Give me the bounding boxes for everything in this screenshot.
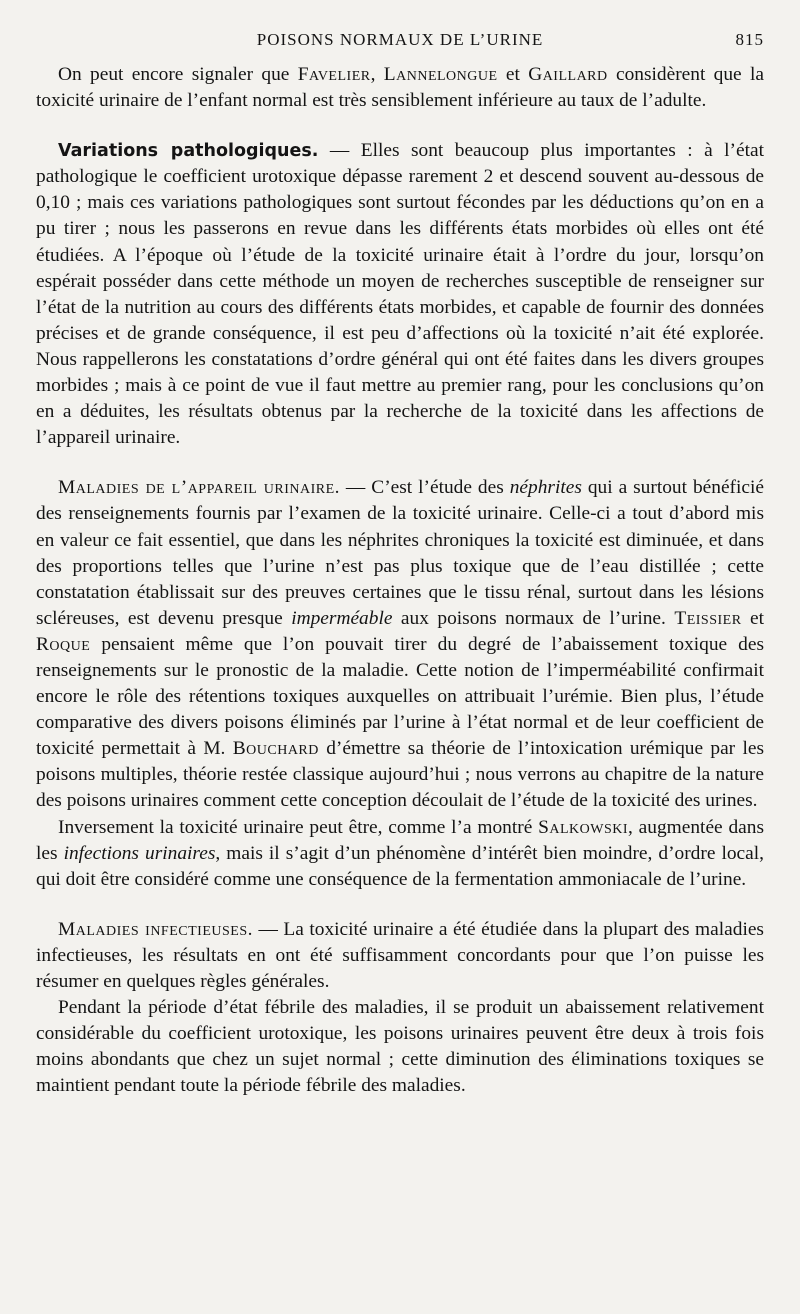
text-run: qui a surtout bénéficié des renseignements fournis par l’examen de la toxicité urinaire. Celle-ci a tout d’abord mis en valeur ce fait essentiel, que dans les néphrites chroniques la toxicité est diminuée, et dans des proportions telles que l’urine n’est pas plus toxique que de l’eau distillée ; cette constatation établissait sur des preuves certaines que le tissu rénal, surtout dans les lésions scléreuses, est devenu presque (36, 477, 764, 629)
text-run: et (741, 607, 765, 629)
text-run: , (370, 64, 384, 85)
author-name: Favelier (297, 64, 371, 85)
paragraph-infectious-diseases (36, 917, 764, 995)
text-run: — Elles sont beaucoup plus importantes : à l’état pathologique le coefficient urotoxique dépasse rarement 2 et descend souvent au-dessous de 0,10 ; mais ces variations pathologiques sont surtout fécondes par les déductions qu’on en a pu tirer ; nous les passerons en revue dans les différents états morbides où elles ont été étudiées. A l’époque où l’étude de la toxicité urinaire était à l’ordre du jour, lorsqu’on espérait posséder dans cette méthode un moyen de recherches susceptible de renseigner sur l’état de la nutrition au cours des différents états morbides, et capable de fournir des données précises et de grande conséquence, il est peu d’affections où la toxicité n’ait été explorée. Nous rappellerons les constatations d’ordre général qui ont été faites dans les divers groupes morbides ; mais à ce point de vue il faut mettre au premier rang, pour les conclusions qu’on en a déduites, les résultats obtenus par la recherche de la toxicité dans les affections de l’appareil urinaire. (36, 140, 765, 449)
paragraph-pathological-variations (36, 138, 764, 451)
section-heading: Maladies de l’appareil urinaire. (58, 477, 340, 499)
italic-term: imperméable (291, 607, 393, 629)
paragraph-children-toxicity (36, 62, 764, 114)
page-number: 815 (735, 30, 764, 49)
text-run: — C’est l’étude des (339, 477, 510, 499)
paragraph-urinary-infections (36, 815, 764, 893)
text-run: d’émettre sa théorie de l’intoxication urémique par les poisons multiples, théorie restée classique aujourd’hui ; nous verrons au chapitre de la nature des poisons urinaires comment cette conception découlait de l’étude de la toxicité des urines. (36, 738, 764, 812)
text-run: , augmentée dans les (36, 816, 764, 864)
text-run: aux poisons normaux de l’urine. (392, 607, 675, 629)
paragraph-febrile-period (36, 995, 764, 1099)
text-run: , mais il s’agit d’un phénomène d’intérêt bien moindre, d’ordre local, qui doit être considéré comme une conséquence de la fermentation ammoniacale de l’urine. (36, 842, 764, 890)
italic-term: néphrites (509, 477, 582, 499)
text-run: — La toxicité urinaire a été étudiée dans la plupart des maladies infectieuses, les résultats en ont été suffisamment concordants pour que l’on puisse les résumer en quelques règles générales. (36, 918, 764, 992)
italic-term: infections urinaires (63, 842, 216, 864)
author-name: Salkowski (538, 816, 629, 838)
section-heading: Variations pathologiques. (58, 141, 319, 162)
running-head (0, 30, 800, 56)
author-name: Lannelongue (383, 64, 498, 85)
paragraph-urinary-diseases (36, 475, 764, 814)
author-name: Gaillard (528, 64, 608, 85)
body-text (36, 62, 764, 1099)
section-heading: Maladies infectieuses. (58, 918, 253, 940)
running-title: POISONS NORMAUX DE L’URINE (256, 30, 544, 49)
text-run: et (497, 64, 529, 85)
text-run: On peut encore signaler que (58, 64, 298, 85)
text-run: Inversement la toxicité urinaire peut être, comme l’a montré (58, 816, 539, 838)
text-run: considèrent que la toxicité urinaire de l’enfant normal est très sensiblement inférieure au taux de l’adulte. (36, 64, 764, 112)
author-name: Teissier (674, 607, 742, 629)
author-name: Roque (36, 633, 91, 655)
text-run: Pendant la période d’état fébrile des maladies, il se produit un abaissement relativement considérable du coefficient urotoxique, les poisons urinaires peuvent être deux à trois fois moins abondants que chez un sujet normal ; cette diminution des éliminations toxiques se maintient pendant toute la période fébrile des maladies. (36, 997, 764, 1097)
text-run: pensaient même que l’on pouvait tirer du degré de l’abaissement toxique des renseignements sur le pronostic de la maladie. Cette notion de l’imperméabilité confirmait encore le rôle des rétentions toxiques auxquelles on attribuait l’urémie. Bien plus, l’étude comparative des divers poisons éliminés par l’urine à l’état normal et de leur coefficient de toxicité permettait à M. (36, 633, 764, 760)
author-name: Bouchard (232, 738, 319, 760)
